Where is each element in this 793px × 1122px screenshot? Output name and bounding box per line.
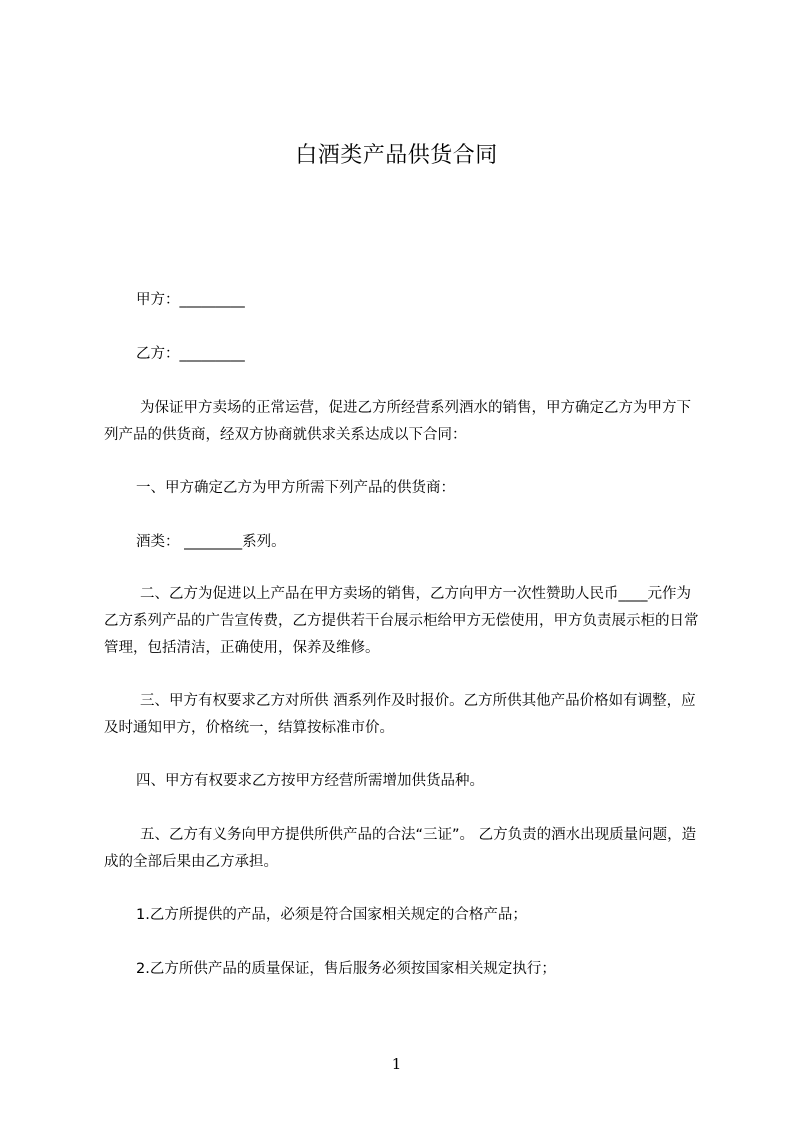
clause-3: 三、甲方有权要求乙方对所供 酒系列作及时报价。乙方所供其他产品价格如有调整，应及时通知甲方，价格统一，结算按标准市价。 xyxy=(104,693,696,736)
item-2: 2.乙方所供产品的质量保证，售后服务必须按国家相关规定执行； xyxy=(136,961,556,977)
intro-paragraph: 为保证甲方卖场的正常运营，促进乙方所经营系列酒水的销售，甲方确定乙方为甲方下列产品的供货商，经双方协商就供求关系达成以下合同： xyxy=(104,400,691,443)
item-1: 1.乙方所提供的产品，必须是符合国家相关规定的合格产品； xyxy=(136,907,527,923)
liquor-type-line: 酒类： ________系列。 xyxy=(136,534,286,550)
contract-title: 白酒类产品供货合同 xyxy=(295,143,498,168)
clause-2: 二、乙方为促进以上产品在甲方卖场的销售，乙方向甲方一次性赞助人民币____元作为乙方系列产品的广告宣传费，乙方提供若干台展示柜给甲方无偿使用，甲方负责展示柜的日常管理，包括清洁，正确使用，保养及维修。 xyxy=(104,586,699,656)
clause-4: 四、甲方有权要求乙方按甲方经营所需增加供货品种。 xyxy=(136,773,484,789)
party-b-line: 乙方：_________ xyxy=(136,346,245,362)
clause-1: 一、甲方确定乙方为甲方所需下列产品的供货商： xyxy=(136,480,455,496)
party-a-line: 甲方：_________ xyxy=(136,292,245,308)
page-number: 1 xyxy=(391,1055,402,1073)
clause-5: 五、乙方有义务向甲方提供所供产品的合法“三证”。 乙方负责的酒水出现质量问题，造成的全部后果由乙方承担。 xyxy=(104,827,697,870)
